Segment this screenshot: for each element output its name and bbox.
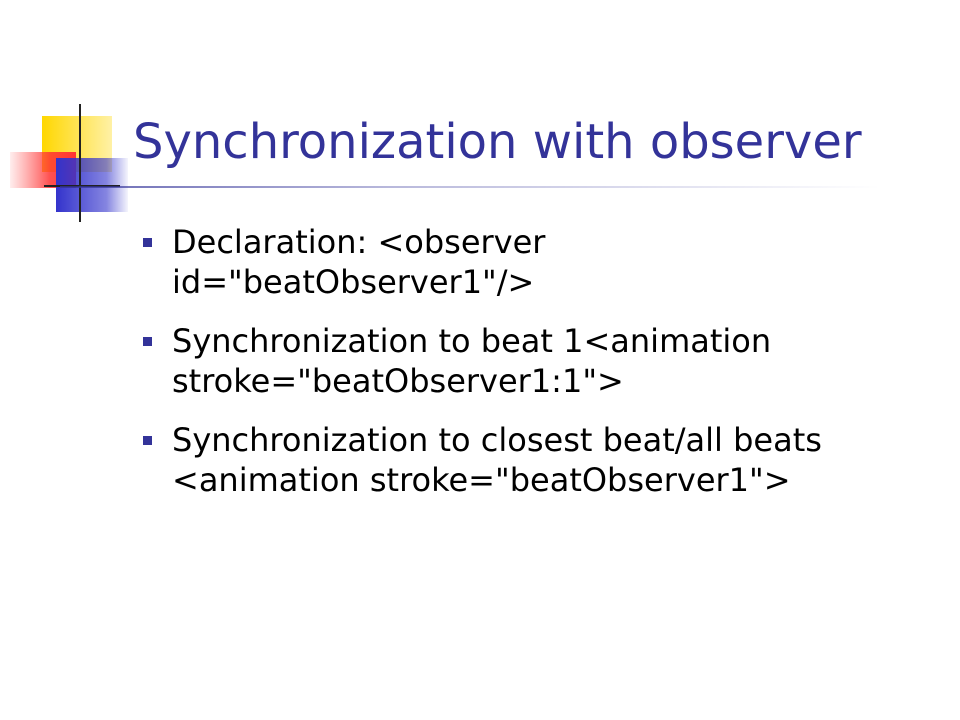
title-underline (60, 186, 880, 188)
bullet-text-line: <animation stroke="beatObserver1"> (172, 461, 791, 499)
bullet-item-sync-beat-1 (0, 321, 960, 401)
bullet-item-sync-closest-beat (0, 420, 960, 500)
bullet-text-line: stroke="beatObserver1:1"> (172, 362, 624, 400)
bullet-text-line: Synchronization to beat 1<animation (172, 322, 772, 360)
bullet-item-declaration (0, 222, 960, 302)
slide-title: Synchronization with observer (133, 114, 862, 170)
bullet-text-line: Declaration: <observer (172, 223, 546, 261)
bullet-list (0, 222, 960, 519)
bullet-text-line: id="beatObserver1"/> (172, 263, 535, 301)
corner-ornament (0, 0, 140, 230)
bullet-marker-icon (143, 337, 152, 346)
bullet-text-line: Synchronization to closest beat/all beats (172, 421, 822, 459)
bullet-marker-icon (143, 436, 152, 445)
bullet-marker-icon (143, 238, 152, 247)
